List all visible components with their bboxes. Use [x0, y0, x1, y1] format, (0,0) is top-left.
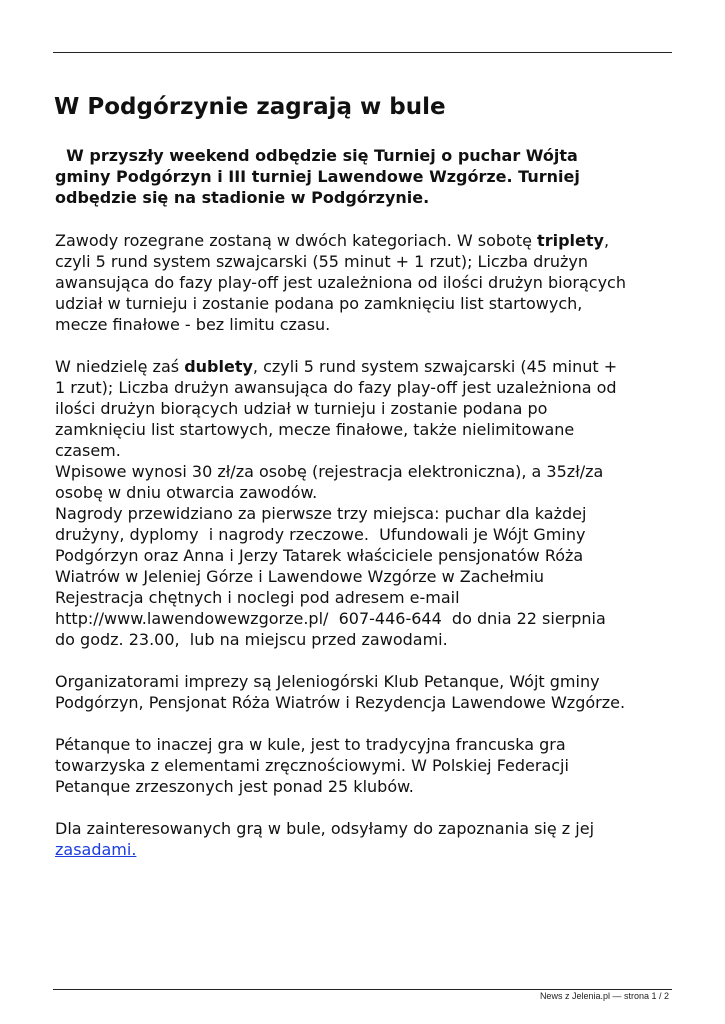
- paragraph-line: awansująca do fazy play-off jest uzależniona od ilości drużyn biorących: [55, 273, 626, 292]
- paragraph-line: drużyny, dyplomy i nagrody rzeczowe. Ufundowali je Wójt Gminy: [55, 525, 586, 544]
- paragraph-line: 1 rzut); Liczba drużyn awansująca do fazy play-off jest uzależniona od: [55, 378, 617, 397]
- paragraph-line: Rejestracja chętnych i noclegi pod adresem e-mail: [55, 588, 460, 607]
- paragraph-line: Petanque zrzeszonych jest ponad 25 klubów.: [55, 777, 414, 796]
- paragraph-line: Wpisowe wynosi 30 zł/za osobę (rejestracja elektroniczna), a 35zł/za: [55, 462, 604, 481]
- paragraph-line: [55, 839, 675, 860]
- text-fragment: W niedzielę zaś: [55, 357, 185, 376]
- article-body: [55, 230, 675, 860]
- header-divider: [53, 52, 672, 53]
- paragraph-line: udział w turnieju i zostanie podana po zamknięciu list startowych,: [55, 294, 583, 313]
- paragraph-line: do godz. 23.00, lub na miejscu przed zawodami.: [55, 630, 448, 649]
- bold-term-triplety: triplety: [537, 231, 604, 250]
- paragraph-line: http://www.lawendowewzgorze.pl/ 607-446-644 do dnia 22 sierpnia: [55, 609, 606, 628]
- paragraph-line: Wiatrów w Jeleniej Górze i Lawendowe Wzgórze w Zachełmiu: [55, 567, 545, 586]
- paragraph-line: ilości drużyn biorących udział w turnieju i zostanie podana po: [55, 399, 548, 418]
- paragraph-line: Podgórzyn oraz Anna i Jerzy Tatarek właściciele pensjonatów Róża: [55, 546, 584, 565]
- paragraph-line: [55, 230, 675, 251]
- paragraph-line: Dla zainteresowanych grą w bule, odsyłamy do zapoznania się z jej: [55, 819, 595, 838]
- text-fragment: ,: [603, 231, 610, 250]
- paragraph-line: zamknięciu list startowych, mecze finałowe, także nielimitowane: [55, 420, 575, 439]
- paragraph-line: osobę w dniu otwarcia zawodów.: [55, 483, 318, 502]
- paragraph-line: Nagrody przewidziano za pierwsze trzy miejsca: puchar dla każdej: [55, 504, 587, 523]
- paragraph-line: [55, 356, 675, 377]
- rules-link[interactable]: zasadami.: [55, 840, 137, 859]
- paragraph-line: czasem.: [55, 441, 121, 460]
- paragraph-gap: [55, 713, 675, 734]
- paragraph-gap: [55, 797, 675, 818]
- page-footer: News z Jelenia.pl — strona 1 / 2: [539, 991, 669, 1001]
- lead-line: W przyszły weekend odbędzie się Turniej o puchar Wójta: [55, 146, 578, 165]
- paragraph-line: Organizatorami imprezy są Jeleniogórski Klub Petanque, Wójt gminy: [55, 672, 600, 691]
- text-fragment: , czyli 5 rund system szwajcarski (45 minut +: [252, 357, 618, 376]
- lead-line: gminy Podgórzyn i III turniej Lawendowe Wzgórze. Turniej: [55, 167, 580, 186]
- paragraph-gap: [55, 335, 675, 356]
- paragraph-line: mecze finałowe - bez limitu czasu.: [55, 315, 331, 334]
- article-title: W Podgórzynie zagrają w bule: [54, 94, 446, 120]
- paragraph-line: Podgórzyn, Pensjonat Róża Wiatrów i Rezydencja Lawendowe Wzgórze.: [55, 693, 626, 712]
- paragraph-line: towarzyska z elementami zręcznościowymi. W Polskiej Federacji: [55, 756, 569, 775]
- paragraph-line: Pétanque to inaczej gra w kule, jest to tradycyjna francuska gra: [55, 735, 566, 754]
- text-fragment: Zawody rozegrane zostaną w dwóch kategoriach. W sobotę: [55, 231, 538, 250]
- lead-line: odbędzie się na stadionie w Podgórzynie.: [55, 188, 430, 207]
- bold-term-dublety: dublety: [184, 357, 253, 376]
- article-lead: [55, 145, 675, 208]
- paragraph-line: czyli 5 rund system szwajcarski (55 minut + 1 rzut); Liczba drużyn: [55, 252, 589, 271]
- paragraph-gap: [55, 650, 675, 671]
